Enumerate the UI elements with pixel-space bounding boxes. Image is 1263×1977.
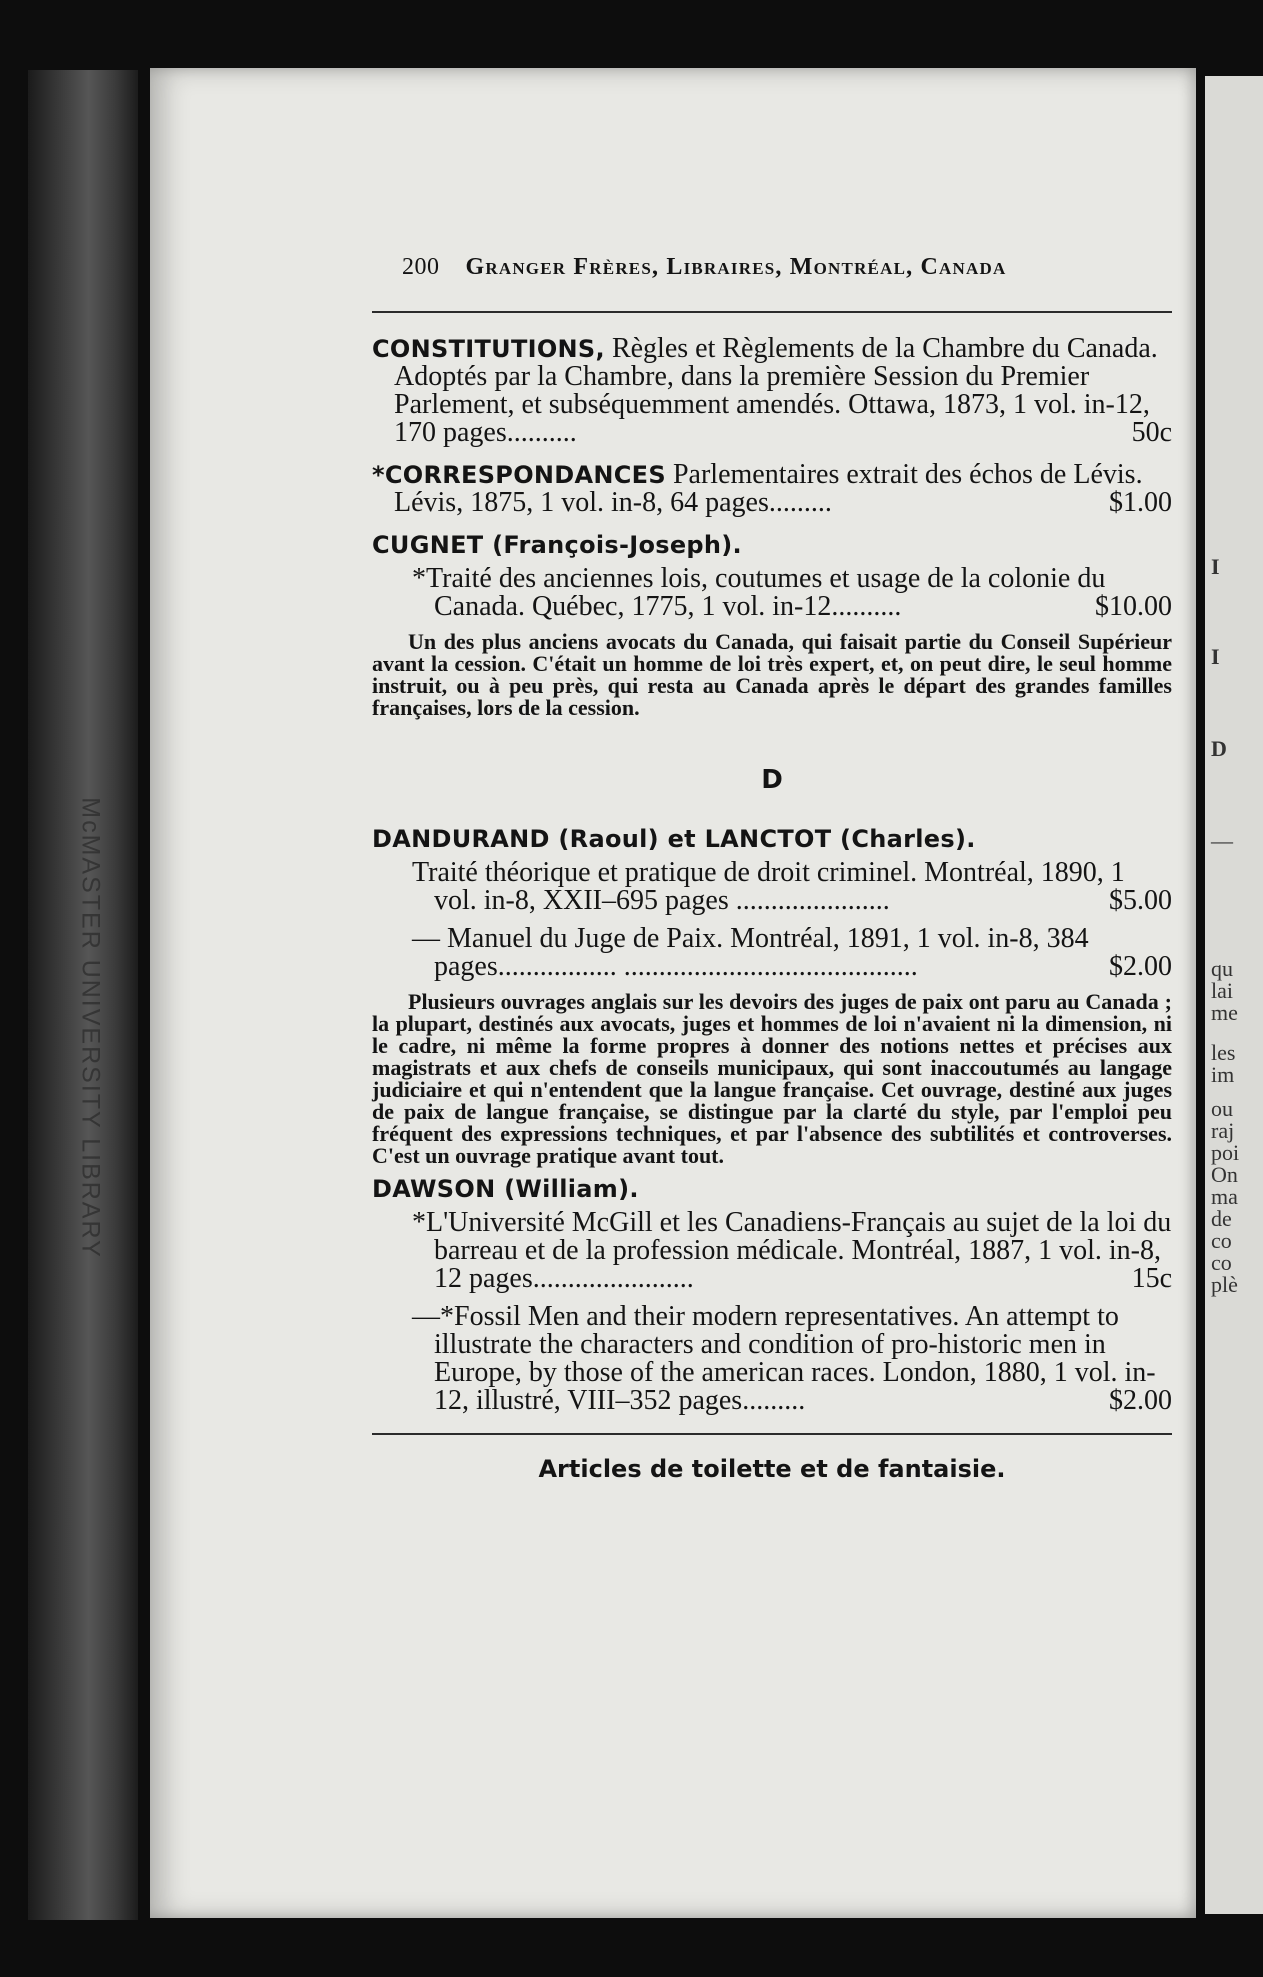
- entry-price: $5.00: [1109, 885, 1172, 916]
- library-stamp: [70, 748, 110, 1308]
- adjacent-fragment: ma: [1211, 1184, 1238, 1209]
- page-content: [372, 254, 1172, 1483]
- catalog-entry: [372, 825, 1172, 853]
- adjacent-fragment: I: [1211, 554, 1220, 579]
- adjacent-fragment: D: [1211, 736, 1227, 761]
- adjacent-fragment: co: [1211, 1250, 1232, 1275]
- catalog-entry: [372, 531, 1172, 559]
- entry-heading: CUGNET (François-Joseph).: [372, 531, 742, 559]
- footer-rule: [372, 1433, 1172, 1435]
- work-title: — Manuel du Juge de Paix. Montréal, 1891, 1 vol. in-8, 384 pages................. ..........................................: [412, 923, 1089, 982]
- entry-heading: *CORRESPONDANCES: [372, 461, 666, 489]
- adjacent-fragment: les: [1211, 1040, 1236, 1065]
- adjacent-fragment: I: [1211, 644, 1220, 669]
- catalog-entry: [372, 1175, 1172, 1203]
- adjacent-fragment: qu: [1211, 956, 1233, 981]
- entry-price: 15c: [1131, 1263, 1172, 1294]
- adjacent-fragment: —: [1211, 828, 1233, 853]
- header-rule: [372, 311, 1172, 313]
- entry-work: [372, 925, 1172, 981]
- entry-note: [372, 991, 1172, 1167]
- running-header: [402, 254, 1172, 281]
- adjacent-fragment: raj: [1211, 1118, 1235, 1143]
- note-text: Plusieurs ouvrages anglais sur les devoirs des juges de paix ont paru au Canada ; la plupart, destinés aux avocats, juges et hommes de loi n'avaient ni la dimension, ni le cadre, ni même la forme propres à donner des notions nettes et précises aux magistrats et aux chefs de conseils municipaux, qui sont inaccoutumés au langage judiciaire et qui n'entendent que la langue française. Cet ouvrage, destiné aux juges de paix de langue française, se distingue par la clarté du style, par l'emploi peu fréquent des expressions techniques, et par l'absence des subtilités et controverses. C'est un ouvrage pratique avant tout.: [372, 989, 1172, 1168]
- entry-price: $1.00: [1109, 487, 1172, 518]
- adjacent-fragment: co: [1211, 1228, 1232, 1253]
- section-letter: D: [761, 765, 783, 795]
- work-title: —*Fossil Men and their modern representatives. An attempt to illustrate the characters and condition of pro-historic men in Europe, by those of the american races. London, 1880, 1 vol. in-12, illustré, VIII–352 pages.........: [412, 1301, 1156, 1416]
- adjacent-fragment: ou: [1211, 1096, 1233, 1121]
- entry-work: [372, 565, 1172, 621]
- entry-work: [372, 1303, 1172, 1415]
- entry-heading: DAWSON (William).: [372, 1175, 639, 1203]
- entry-heading: CONSTITUTIONS,: [372, 335, 605, 363]
- entry-note: [372, 631, 1172, 719]
- adjacent-page-edge: [1205, 76, 1263, 1914]
- entry-text: Règles et Règlements de la Chambre du Canada. Adoptés par la Chambre, dans la première Session du Premier Parlement, et subséquemment amendés. Ottawa, 1873, 1 vol. in-12, 170 pages..........: [394, 333, 1158, 448]
- adjacent-fragment: On: [1211, 1162, 1238, 1187]
- entry-heading: DANDURAND (Raoul) et LANCTOT (Charles).: [372, 825, 976, 853]
- work-title: Traité théorique et pratique de droit criminel. Montréal, 1890, 1 vol. in-8, XXII–695 pages ......................: [412, 857, 1125, 916]
- entry-price: $2.00: [1109, 951, 1172, 982]
- library-stamp-label: McMASTER UNIVERSITY LIBRARY: [76, 797, 105, 1259]
- work-title: *Traité des anciennes lois, coutumes et usage de la colonie du Canada. Québec, 1775, 1 vol. in-12..........: [412, 563, 1106, 622]
- catalog-entry: [372, 461, 1172, 517]
- entry-price: 50c: [1131, 417, 1172, 448]
- note-text: Un des plus anciens avocats du Canada, qui faisait partie du Conseil Supérieur avant la cession. C'était un homme de loi très expert, et, on peut dire, le seul homme instruit, ou à peu près, qui resta au Canada après le départ des grandes familles françaises, lors de la cession.: [372, 629, 1172, 720]
- entry-work: [372, 859, 1172, 915]
- entry-text: Parlementaires extrait des échos de Lévis. Lévis, 1875, 1 vol. in-8, 64 pages.........: [394, 459, 1143, 518]
- entry-price: $2.00: [1109, 1385, 1172, 1416]
- work-title: *L'Université McGill et les Canadiens-Français au sujet de la loi du barreau et de la profession médicale. Montréal, 1887, 1 vol. in-8, 12 pages.......................: [412, 1207, 1172, 1294]
- adjacent-fragment: de: [1211, 1206, 1232, 1231]
- adjacent-fragment: me: [1211, 1000, 1238, 1025]
- adjacent-fragment: plè: [1211, 1272, 1238, 1297]
- entry-work: [372, 1209, 1172, 1293]
- entry-price: $10.00: [1095, 591, 1172, 622]
- adjacent-fragment: im: [1211, 1062, 1235, 1087]
- page-footer: Articles de toilette et de fantaisie.: [538, 1455, 1006, 1483]
- adjacent-fragment: poi: [1211, 1140, 1240, 1165]
- running-title: Granger Frères, Libraires, Montréal, Canada: [465, 254, 1007, 280]
- catalog-entry: [372, 335, 1172, 447]
- page-number: 200: [402, 254, 440, 280]
- adjacent-fragment: lai: [1211, 978, 1233, 1003]
